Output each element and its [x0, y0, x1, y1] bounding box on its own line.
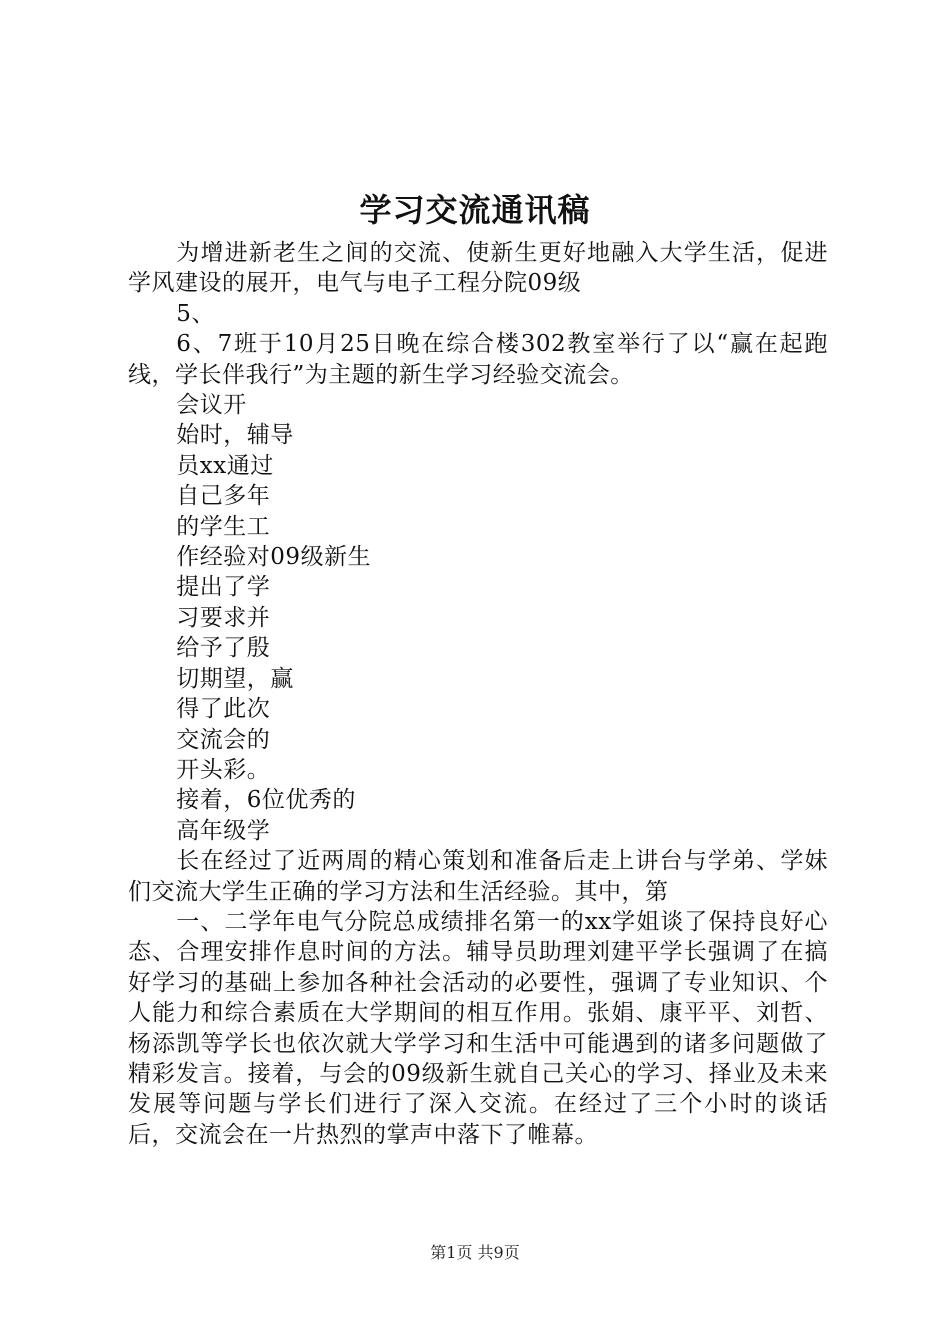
body-paragraph: 的学生工 [176, 513, 271, 540]
body-paragraph: 5、 [176, 300, 215, 327]
page-number-footer: 第1页 共9页 [430, 1243, 520, 1262]
body-paragraph: 接着，6位优秀的 [176, 787, 356, 814]
body-paragraph: 开头彩。 [176, 756, 271, 783]
document-title: 学习交流通讯稿 [359, 191, 591, 229]
body-paragraph: 高年级学 [176, 817, 271, 844]
document-body [128, 238, 828, 1150]
body-paragraph: 作经验对09级新生 [176, 544, 372, 571]
body-paragraph: 自己多年 [176, 483, 271, 510]
body-paragraph: 提出了学 [176, 574, 271, 601]
body-paragraph: 始时，辅导 [176, 422, 294, 449]
body-paragraph: 为增进新老生之间的交流、使新生更好地融入大学生活，促进学风建设的展开，电气与电子工程分院09级 [128, 240, 828, 297]
body-paragraph: 6、7班于10月25日晚在综合楼302教室举行了以“赢在起跑线，学长伴我行”为主题的新生学习经验交流会。 [128, 331, 828, 388]
body-paragraph: 员xx通过 [176, 452, 274, 479]
body-paragraph: 交流会的 [176, 726, 271, 753]
body-paragraph: 会议开 [176, 392, 247, 419]
body-paragraph: 给予了殷 [176, 635, 271, 662]
body-paragraph: 得了此次 [176, 696, 271, 723]
body-paragraph: 切期望，赢 [176, 665, 294, 692]
body-paragraph: 一、二学年电气分院总成绩排名第一的xx学姐谈了保持良好心态、合理安排作息时间的方法。辅导员助理刘建平学长强调了在搞好学习的基础上参加各种社会活动的必要性，强调了专业知识、个人能力和综合素质在大学期间的相互作用。张娟、康平平、刘哲、杨添凯等学长也依次就大学学习和生活中可能遇到的诸多问题做了精彩发言。接着，与会的09级新生就自己关心的学习、择业及未来发展等问题与学长们进行了深入交流。在经过了三个小时的谈话后，交流会在一片热烈的掌声中落下了帷幕。 [128, 908, 828, 1148]
body-paragraph: 习要求并 [176, 604, 271, 631]
body-paragraph: 长在经过了近两周的精心策划和准备后走上讲台与学弟、学妹们交流大学生正确的学习方法和生活经验。其中，第 [128, 848, 828, 905]
